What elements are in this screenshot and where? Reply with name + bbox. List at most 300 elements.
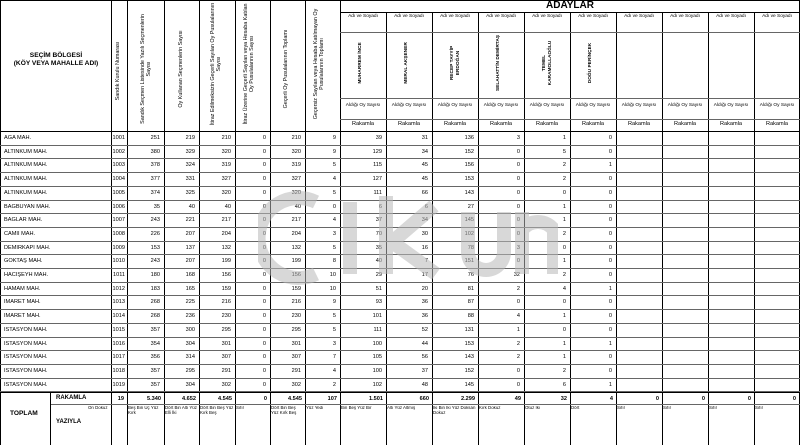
region-header: SEÇİM BÖLGESİ (KÖY VEYA MAHALLE ADI) [13, 52, 99, 67]
total-numeric-label: RAKAMLA [56, 395, 87, 401]
candidate-votes: 6 [424, 203, 428, 210]
box-number: 1017 [112, 354, 125, 361]
candidate-votes: 0 [608, 244, 612, 251]
grid-line [570, 12, 571, 445]
box-number: 1011 [112, 272, 125, 278]
cell-total: 320 [291, 148, 301, 155]
grid-line [0, 295, 800, 296]
cell-valid: 40 [224, 203, 231, 210]
total-value: 4 [609, 396, 613, 402]
candidate-votes: 5 [562, 148, 566, 155]
box-number: 1001 [112, 135, 125, 141]
cell-total: 156 [291, 272, 301, 278]
candidate-votes: 0 [608, 272, 612, 278]
candidate-votes: 102 [372, 381, 382, 388]
grid-line [0, 158, 800, 159]
cell-reg: 251 [150, 135, 160, 141]
grid-line [0, 350, 800, 351]
candidate-votes: 0 [608, 354, 612, 361]
cell-invalid: 9 [332, 148, 336, 155]
candidate-votes: 66 [421, 189, 428, 196]
cell-obj: 0 [262, 230, 266, 237]
candidate-votes: 1 [608, 162, 612, 169]
candidate-votes: 143 [464, 189, 474, 196]
candidate-votes: 152 [464, 367, 474, 374]
cell-total: 216 [291, 299, 301, 306]
numeric-label: Rakamla [581, 121, 605, 127]
candidate-votes: 31 [421, 135, 428, 141]
grid-line [524, 12, 525, 445]
grid-line [0, 282, 800, 283]
cell-total: 319 [291, 162, 301, 169]
numeric-label: Rakamla [397, 121, 421, 127]
cell-valid: 210 [221, 135, 231, 141]
candidate-name-label: Adı ve Soyadı [762, 14, 792, 19]
cell-reg: 377 [150, 176, 160, 183]
candidate-name-label: Adı ve Soyadı [532, 14, 562, 19]
region-name: BAĞBUYAN MAH. [4, 203, 51, 210]
grid-line [50, 404, 800, 405]
total-in-words: Otuz İki [525, 406, 540, 410]
grid-line [0, 254, 800, 255]
cell-invalid: 5 [332, 189, 336, 196]
candidate-votes: 4 [516, 313, 520, 320]
box-number: 1002 [112, 148, 125, 155]
candidate-votes: 1 [562, 354, 566, 361]
candidate-votes: 70 [375, 230, 382, 237]
region-name: ALTINKUM MAH. [4, 176, 48, 183]
numeric-label: Rakamla [535, 121, 559, 127]
cell-used: 40 [188, 203, 195, 210]
total-value: 0 [263, 396, 267, 402]
candidate-votes: 0 [608, 176, 612, 183]
candidate-votes: 30 [421, 230, 428, 237]
candidate-votes: 32 [513, 272, 520, 278]
cell-valid: 291 [221, 367, 231, 374]
cell-used: 304 [185, 340, 195, 347]
cell-obj: 0 [262, 176, 266, 183]
candidate-votes: 2 [562, 272, 566, 278]
votes-label: Aldığı Oy Sayısı [483, 103, 519, 108]
candidate-votes: 115 [373, 162, 382, 169]
candidate-votes: 2 [562, 367, 566, 374]
total-in-words: Bin Beş Yüz Bir [341, 406, 372, 410]
cell-reg: 357 [150, 326, 160, 333]
cell-obj: 0 [262, 258, 266, 265]
candidate-votes: 100 [372, 367, 382, 374]
cell-obj: 0 [262, 313, 266, 320]
box-number: 1018 [112, 367, 125, 374]
cell-obj: 0 [262, 217, 266, 224]
candidate-votes: 3 [516, 244, 520, 251]
candidate-votes: 0 [562, 189, 566, 196]
candidate-votes: 152 [464, 148, 474, 155]
total-in-words: Sıfır [709, 406, 718, 410]
candidate-votes: 136 [464, 135, 474, 141]
grid-line [340, 98, 800, 99]
candidate-name-label: Adı ve Soyadı [624, 14, 654, 19]
candidate-votes: 0 [608, 217, 612, 224]
box-number: 1015 [112, 326, 125, 333]
cell-valid: 301 [221, 340, 231, 347]
cell-invalid: 5 [332, 244, 336, 251]
total-label: TOPLAM [10, 410, 38, 417]
cell-obj: 0 [262, 162, 266, 169]
grid-line [0, 186, 800, 187]
candidate-votes: 1 [562, 258, 566, 265]
cell-used: 236 [185, 313, 195, 320]
votes-label: Aldığı Oy Sayısı [345, 103, 381, 108]
grid-line [340, 32, 800, 33]
candidate-votes: 2 [516, 285, 520, 292]
cell-obj: 0 [262, 285, 266, 292]
grid-line [0, 309, 800, 310]
cell-reg: 243 [150, 258, 160, 265]
grid-line [0, 131, 800, 132]
cell-obj: 0 [262, 354, 266, 361]
cell-obj: 0 [262, 340, 266, 347]
candidate-votes: 145 [464, 217, 474, 224]
grid-line [386, 12, 387, 445]
candidate-votes: 36 [421, 313, 428, 320]
total-value: 5.340 [147, 396, 161, 402]
candidate-votes: 17 [421, 272, 428, 278]
box-number: 1016 [112, 340, 125, 347]
cell-total: 320 [291, 189, 301, 196]
cell-invalid: 9 [332, 135, 336, 141]
cell-valid: 320 [221, 148, 231, 155]
cell-valid: 320 [221, 189, 231, 196]
total-in-words: Sıfır [663, 406, 672, 410]
candidate-votes: 56 [421, 354, 428, 361]
cell-total: 40 [294, 203, 301, 210]
cell-used: 219 [185, 135, 195, 141]
cell-reg: 243 [150, 217, 160, 224]
cell-valid: 295 [221, 326, 231, 333]
candidate-votes: 29 [375, 272, 382, 278]
candidate-votes: 151 [464, 258, 474, 265]
total-in-words: Sıfır [617, 406, 626, 410]
cell-invalid: 4 [332, 176, 336, 183]
candidate-votes: 1 [562, 135, 566, 141]
total-value: 0 [655, 396, 659, 402]
cell-used: 207 [185, 230, 195, 237]
candidate-votes: 0 [608, 367, 612, 374]
candidate-votes: 1 [562, 313, 566, 320]
votes-label: Aldığı Oy Sayısı [437, 103, 473, 108]
cell-valid: 199 [221, 258, 231, 265]
candidate-votes: 131 [464, 326, 474, 333]
cell-reg: 180 [150, 272, 160, 278]
cell-reg: 374 [150, 189, 160, 196]
grid-line [0, 364, 800, 365]
candidate-votes: 1 [608, 381, 612, 388]
grid-line [340, 12, 800, 13]
candidate-votes: 129 [372, 148, 382, 155]
candidate-votes: 105 [372, 354, 382, 361]
candidate-votes: 0 [516, 176, 520, 183]
numeric-label: Rakamla [765, 121, 789, 127]
candidate-votes: 2 [516, 354, 520, 361]
candidate-votes: 78 [467, 244, 474, 251]
total-in-words: Altı Yüz Altmış [387, 406, 416, 410]
candidate-votes: 37 [421, 367, 428, 374]
total-in-words: On Dokuz [88, 406, 108, 410]
cell-reg: 357 [150, 381, 160, 388]
cell-total: 301 [291, 340, 301, 347]
col-header-voters-used: Oy Kullanan Seçmenlerin Sayısı [178, 30, 184, 108]
region-name: HACIŞEYH MAH. [4, 272, 49, 278]
cell-obj: 0 [262, 367, 266, 374]
candidate-votes: 101 [372, 313, 382, 320]
candidate-votes: 0 [608, 299, 612, 306]
candidate-votes: 1 [562, 217, 566, 224]
box-number: 1007 [112, 217, 125, 224]
col-header-box-no: Sandık Kurulu Numarası [115, 41, 121, 101]
grid-line [0, 200, 800, 201]
cell-total: 302 [291, 381, 301, 388]
candidate-votes: 100 [372, 340, 382, 347]
region-name: İSTASYON MAH. [4, 340, 48, 347]
grid-line [0, 337, 800, 338]
cell-total: 204 [291, 230, 301, 237]
total-value: 660 [419, 396, 429, 402]
cell-valid: 327 [221, 176, 231, 183]
grid-line [754, 12, 755, 445]
region-name: İMARET MAH. [4, 299, 41, 306]
cell-total: 295 [291, 326, 301, 333]
candidate-name: MUHARREM İNCE [358, 42, 363, 84]
numeric-label: Rakamla [489, 121, 513, 127]
total-in-words: Sıfır [236, 406, 245, 410]
votes-label: Aldığı Oy Sayısı [391, 103, 427, 108]
candidate-votes: 0 [608, 326, 612, 333]
cell-invalid: 5 [332, 326, 336, 333]
candidate-votes: 3 [516, 135, 520, 141]
cell-reg: 268 [150, 313, 160, 320]
total-value: 4.652 [182, 396, 196, 402]
candidate-votes: 2 [516, 340, 520, 347]
candidate-votes: 0 [608, 230, 612, 237]
candidate-votes: 6 [562, 381, 566, 388]
votes-label: Aldığı Oy Sayısı [575, 103, 611, 108]
grid-line [478, 12, 479, 445]
total-in-words: Yüz Yedi [306, 406, 324, 410]
candidate-name-label: Adı ve Soyadı [578, 14, 608, 19]
box-number: 1013 [112, 299, 125, 306]
candidate-name-label: Adı ve Soyadı [486, 14, 516, 19]
candidate-name: MERAL AKŞENER [404, 42, 409, 84]
region-name: CAMİİ MAH. [4, 230, 36, 237]
cell-used: 324 [185, 162, 195, 169]
grid-line [0, 268, 800, 269]
box-number: 1010 [112, 258, 125, 265]
candidate-votes: 76 [467, 272, 474, 278]
candidate-votes: 0 [516, 148, 520, 155]
candidate-votes: 40 [375, 258, 382, 265]
total-in-words: Kırk Dokuz [479, 406, 501, 410]
cell-used: 165 [185, 285, 195, 292]
cell-reg: 354 [150, 340, 160, 347]
numeric-label: Rakamla [627, 121, 651, 127]
cell-total: 327 [291, 176, 301, 183]
candidate-votes: 87 [467, 299, 474, 306]
cell-used: 137 [185, 244, 195, 251]
region-name: AĞA MAH. [4, 135, 32, 141]
candidate-votes: 0 [562, 244, 566, 251]
candidate-votes: 1 [608, 340, 612, 347]
cell-invalid: 3 [332, 230, 336, 237]
cell-obj: 0 [262, 135, 266, 141]
total-in-words: Dört Bin Beş Yüz Kırk Beş [271, 406, 297, 415]
candidate-votes: 2 [562, 162, 566, 169]
cell-invalid: 4 [332, 217, 336, 224]
col-header-valid-envelopes: Geçerli Oy Pusulalarının Toplamı [283, 29, 289, 109]
cell-reg: 357 [150, 367, 160, 374]
cell-reg: 153 [150, 244, 160, 251]
candidate-votes: 127 [372, 176, 382, 183]
candidate-votes: 1 [516, 326, 520, 333]
candidate-votes: 0 [516, 230, 520, 237]
cell-used: 300 [185, 326, 195, 333]
region-name: İSTASYON MAH. [4, 354, 48, 361]
total-value: 1.501 [369, 396, 383, 402]
candidate-votes: 0 [608, 189, 612, 196]
region-name: BAĞLAR MAH. [4, 217, 43, 224]
total-value: 0 [701, 396, 705, 402]
candidates-title: ADAYLAR [546, 0, 594, 11]
cell-invalid: 2 [332, 381, 336, 388]
cell-total: 217 [291, 217, 301, 224]
col-header-objection-valid: İtiraz Edilmeksizin Geçerli Sayılan Oy Pusulalarının Sayısı [210, 2, 222, 126]
candidate-votes: 45 [421, 176, 428, 183]
candidate-votes: 0 [516, 162, 520, 169]
col-header-registered-voters: Sandık Seçmen Listesinde Yazılı Seçmenlerin Sayısı [140, 14, 152, 124]
box-number: 1014 [112, 313, 125, 320]
candidate-votes: 27 [467, 203, 474, 210]
total-value: 19 [117, 396, 124, 402]
region-name: HAMAM MAH. [4, 285, 41, 292]
total-in-words: Beş Bin Üç Yüz Kırk [128, 406, 159, 415]
cell-total: 291 [291, 367, 301, 374]
cell-used: 295 [185, 367, 195, 374]
cell-reg: 183 [150, 285, 160, 292]
cell-invalid: 9 [332, 299, 336, 306]
total-value: 0 [747, 396, 751, 402]
candidate-votes: 156 [464, 162, 474, 169]
cell-invalid: 3 [332, 340, 336, 347]
cell-invalid: 0 [332, 203, 336, 210]
region-name: İSTASYON MAH. [4, 381, 48, 388]
grid-line [432, 12, 433, 445]
votes-label: Aldığı Oy Sayısı [667, 103, 703, 108]
candidate-votes: 0 [516, 217, 520, 224]
candidate-votes: 34 [421, 148, 428, 155]
candidate-name: TEMEL KARAMOLLAOĞLU [542, 40, 553, 86]
cell-used: 325 [185, 189, 195, 196]
region-name: GÖKTAŞ MAH. [4, 258, 43, 265]
candidate-votes: 37 [375, 217, 382, 224]
cell-obj: 0 [262, 203, 266, 210]
candidate-name-label: Adı ve Soyadı [440, 14, 470, 19]
votes-label: Aldığı Oy Sayısı [529, 103, 565, 108]
candidate-votes: 48 [421, 381, 428, 388]
region-name: ALTINKUM MAH. [4, 148, 48, 155]
grid-line [0, 392, 800, 393]
cell-total: 132 [291, 244, 301, 251]
total-words-label: YAZIYLA [56, 419, 82, 425]
candidate-votes: 0 [516, 203, 520, 210]
cell-invalid: 4 [332, 367, 336, 374]
numeric-label: Rakamla [443, 121, 467, 127]
region-name: ALTINKUM MAH. [4, 162, 48, 169]
col-header-objection-counted: İtiraz Üzerine Geçerli Sayılan veya Hesaba Katılan Oy Pusulalarının Sayısı [243, 3, 255, 125]
cell-obj: 0 [262, 244, 266, 251]
grid-line [340, 119, 800, 120]
cell-obj: 0 [262, 189, 266, 196]
grid-line [0, 172, 800, 173]
cell-total: 230 [291, 313, 301, 320]
candidate-votes: 0 [608, 258, 612, 265]
cell-used: 329 [185, 148, 195, 155]
grid-line [708, 12, 709, 445]
cell-obj: 0 [262, 148, 266, 155]
total-in-words: İki Bin İki Yüz Doksan Dokuz [433, 406, 476, 415]
cell-used: 168 [185, 272, 195, 278]
candidate-votes: 0 [608, 148, 612, 155]
region-name: İMARET MAH. [4, 313, 41, 320]
grid-line [616, 12, 617, 445]
total-value: 4.545 [288, 396, 302, 402]
grid-line [0, 227, 800, 228]
candidate-votes: 81 [467, 285, 474, 292]
box-number: 1003 [112, 162, 125, 169]
candidate-votes: 111 [373, 189, 382, 196]
candidate-votes: 2 [562, 176, 566, 183]
cell-used: 221 [185, 217, 195, 224]
total-value: 0 [792, 396, 796, 402]
candidate-votes: 0 [562, 326, 566, 333]
cell-reg: 226 [150, 230, 160, 237]
candidate-votes: 51 [375, 285, 382, 292]
box-number: 1019 [112, 381, 125, 388]
cell-valid: 204 [221, 230, 231, 237]
candidate-votes: 2 [562, 230, 566, 237]
candidate-votes: 0 [608, 313, 612, 320]
cell-valid: 156 [221, 272, 231, 278]
candidate-name-label: Adı ve Soyadı [348, 14, 378, 19]
candidate-votes: 20 [421, 285, 428, 292]
total-in-words: Sıfır [755, 406, 764, 410]
region-name: İSTASYON MAH. [4, 326, 48, 333]
candidate-votes: 44 [421, 340, 428, 347]
candidate-votes: 153 [464, 340, 474, 347]
box-number: 1012 [112, 285, 125, 292]
cell-invalid: 5 [332, 313, 336, 320]
candidate-votes: 102 [464, 230, 474, 237]
cell-obj: 0 [262, 299, 266, 306]
box-number: 1008 [112, 230, 125, 237]
cell-used: 225 [185, 299, 195, 306]
region-name: DEMİRKAPI MAH. [4, 244, 51, 251]
grid-line [0, 378, 800, 379]
cell-valid: 302 [221, 381, 231, 388]
numeric-label: Rakamla [351, 121, 375, 127]
numeric-label: Rakamla [719, 121, 743, 127]
region-name: İSTASYON MAH. [4, 367, 48, 374]
cell-used: 314 [185, 354, 195, 361]
candidate-votes: 153 [464, 176, 474, 183]
